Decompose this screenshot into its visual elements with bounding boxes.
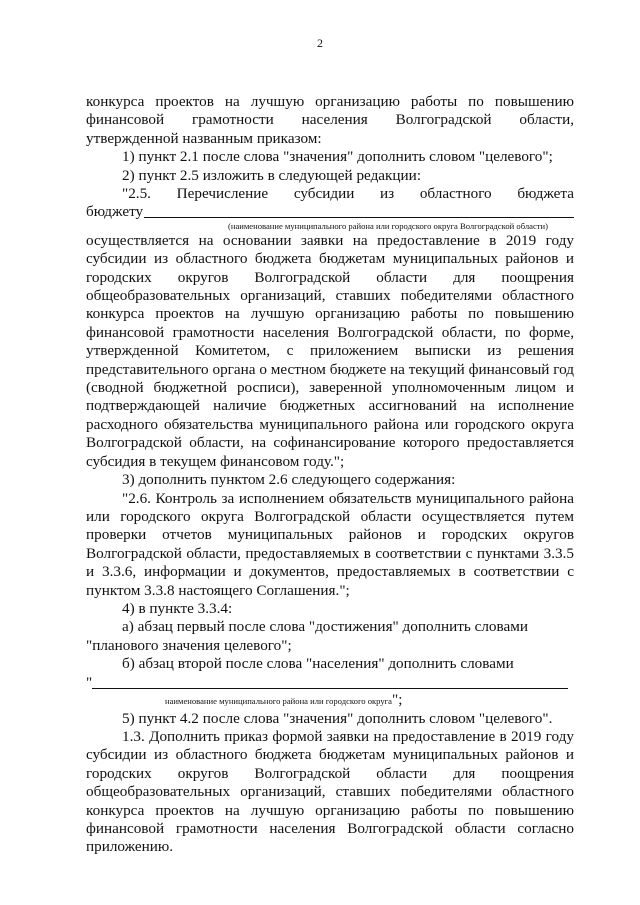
caption-2-closing: "; bbox=[392, 690, 403, 708]
fill-in-rule bbox=[92, 688, 568, 689]
caption-municipality-2 bbox=[165, 690, 403, 708]
clause-2-5-word: бюджета bbox=[517, 185, 574, 203]
item-5: 5) пункт 4.2 после слова "значения" дополнить словом "целевого". bbox=[122, 709, 553, 727]
item-4a-line-2: "планового значения целевого"; bbox=[86, 636, 292, 654]
caption-2-text: наименование муниципального района или городского округа bbox=[165, 695, 392, 706]
opening-quote: " bbox=[86, 673, 93, 691]
item-4a-line-1 bbox=[86, 618, 574, 636]
budget-blank-line bbox=[86, 203, 574, 221]
budget-word: бюджету bbox=[86, 203, 144, 221]
document-body bbox=[86, 93, 574, 857]
clause-2-5-word: областного bbox=[419, 185, 492, 203]
page-number: 2 bbox=[317, 36, 323, 50]
paragraph-intro: конкурса проектов на лучшую организацию работы по повышению финансовой грамотности населения Волгоградской области, утвержденной названным приказом: bbox=[86, 93, 574, 147]
item-4a-text-1: а) абзац первый после слова "достижения" дополнить словами bbox=[122, 618, 528, 636]
item-2: 2) пункт 2.5 изложить в следующей редакции: bbox=[122, 166, 422, 184]
clause-2-6: "2.6. Контроль за исполнением обязательств муниципального района или городского округа Волгоградской области осуществляется путем проверки отчетов муниципальных районов и городских округов Волгоградской области, предоставляемых в соответствии с пунктами 3.3.5 и 3.3.6, информации и документов, предоставляемых в соответствии с пунктом 3.3.8 настоящего Соглашения."; bbox=[86, 489, 574, 599]
clause-2-5-word: Перечисление bbox=[176, 185, 269, 203]
clause-2-5-body: осуществляется на основании заявки на предоставление в 2019 году субсидии из областного бюджета бюджетам муниципальных районов и городских округов Волгоградской области для поощрения общеобразовательных организаций, ставших победителями областного конкурса проектов на лучшую организацию работы по повышению финансовой грамотности населения Волгоградской области, по форме, утвержденной Комитетом, с приложением выписки из решения представительного органа о местном бюджете на текущий финансовый год (сводной бюджетной росписи), заверенной уполномоченным лицом и подтверждающей наличие бюджетных ассигнований на исполнение расходного обязательства муниципального района или городского округа Волгоградской области, на софинансирование которого предоставляется субсидия в текущем финансовом году."; bbox=[86, 231, 574, 470]
item-3: 3) дополнить пунктом 2.6 следующего содержания: bbox=[122, 471, 456, 489]
item-4b: б) абзац второй после слова "населения" дополнить словами bbox=[122, 655, 514, 673]
item-1-3: 1.3. Дополнить приказ формой заявки на предоставление в 2019 году субсидии из областного бюджета бюджетам муниципальных районов и городских округов Волгоградской области для поощрения общеобразовательных организаций, ставших победителями областного конкурса проектов на лучшую организацию работы по повышению финансовой грамотности населения Волгоградской области согласно приложению. bbox=[86, 727, 574, 856]
clause-2-5-word: субсидии bbox=[293, 185, 355, 203]
clause-2-5-word: из bbox=[380, 185, 395, 203]
clause-2-5-heading bbox=[86, 185, 574, 203]
municipality-fill-block bbox=[86, 674, 574, 710]
item-1: 1) пункт 2.1 после слова "значения" дополнить словом "целевого"; bbox=[122, 148, 553, 166]
item-4: 4) в пункте 3.3.4: bbox=[122, 599, 233, 617]
caption-municipality-1: (наименование муниципального района или городского округа Волгоградской области) bbox=[227, 220, 548, 231]
clause-2-5-word: "2.5. bbox=[122, 185, 151, 203]
fill-in-line bbox=[144, 217, 574, 218]
